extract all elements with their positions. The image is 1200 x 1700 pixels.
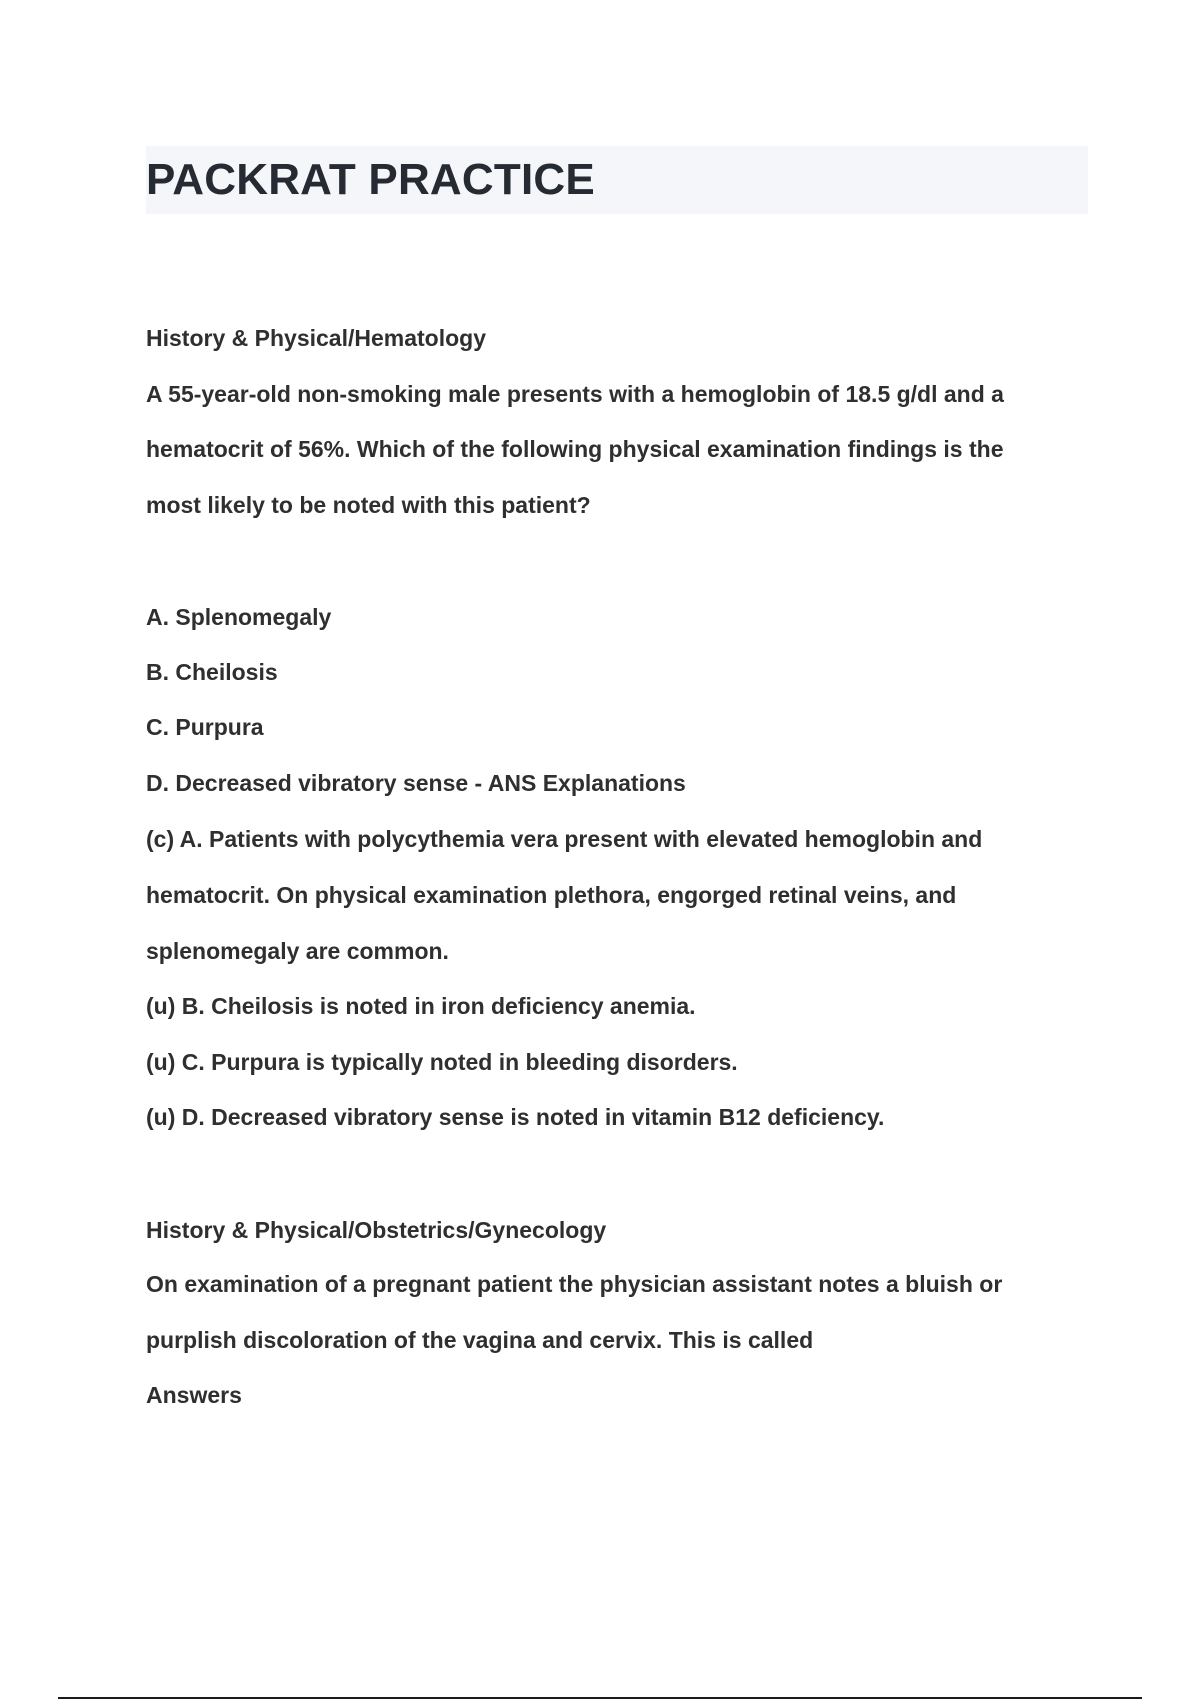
question-1-stem-line-3: most likely to be noted with this patient? [146, 492, 591, 518]
question-2-category: History & Physical/Obstetrics/Gynecology [146, 1217, 607, 1243]
question-1-explanation-line-2: hematocrit. On physical examination plethora, engorged retinal veins, and [146, 882, 957, 908]
question-2-answers-label: Answers [146, 1382, 242, 1408]
question-1-explanation-line-4: (u) B. Cheilosis is noted in iron deficiency anemia. [146, 993, 696, 1019]
question-1-stem-line-2: hematocrit of 56%. Which of the following physical examination findings is the [146, 436, 1004, 462]
question-2-stem-line-1: On examination of a pregnant patient the physician assistant notes a bluish or [146, 1271, 1003, 1297]
question-1-explanation-line-5: (u) C. Purpura is typically noted in bleeding disorders. [146, 1049, 738, 1075]
question-1-option-d: D. Decreased vibratory sense - ANS Explanations [146, 770, 686, 796]
question-1-option-c: C. Purpura [146, 714, 264, 740]
question-1-explanation-line-1: (c) A. Patients with polycythemia vera present with elevated hemoglobin and [146, 826, 983, 852]
question-1-explanation-line-6: (u) D. Decreased vibratory sense is noted in vitamin B12 deficiency. [146, 1104, 885, 1130]
question-1-option-b: B. Cheilosis [146, 659, 278, 685]
question-1-stem-line-1: A 55-year-old non-smoking male presents with a hemoglobin of 18.5 g/dl and a [146, 381, 1004, 407]
question-2-stem-line-2: purplish discoloration of the vagina and cervix. This is called [146, 1327, 814, 1353]
question-1-category: History & Physical/Hematology [146, 325, 486, 351]
document-title: PACKRAT PRACTICE [146, 155, 595, 204]
footer-divider [58, 1697, 1142, 1699]
question-1-explanation-line-3: splenomegaly are common. [146, 938, 449, 964]
question-1-option-a: A. Splenomegaly [146, 604, 332, 630]
